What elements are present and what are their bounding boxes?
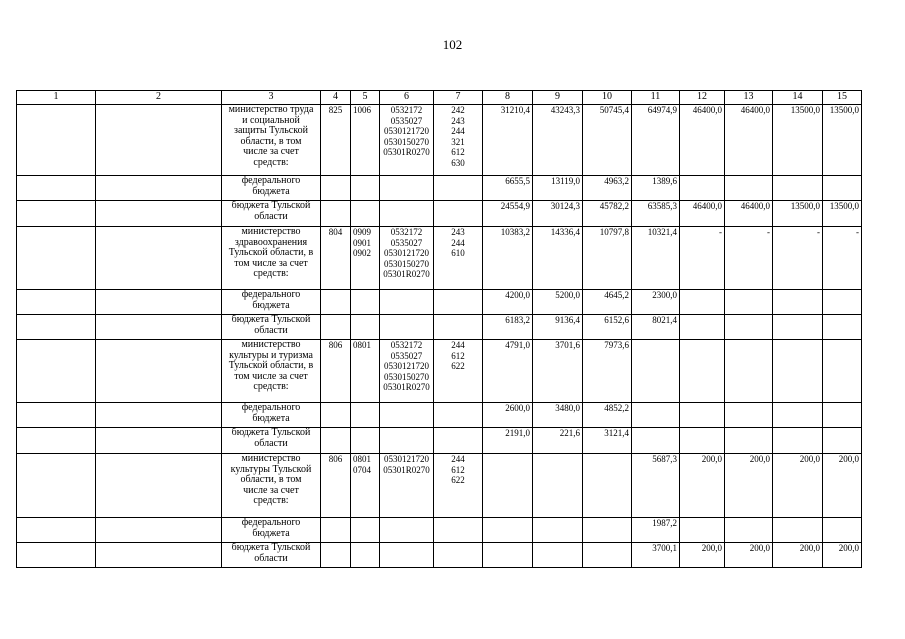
cell-section	[351, 403, 380, 428]
cell-amount-11	[632, 403, 680, 428]
cell-recipient	[222, 543, 321, 568]
cell-line: министерство труда	[228, 104, 314, 115]
cell-amount-13	[725, 518, 773, 543]
header-cell: 2	[96, 91, 222, 105]
cell-line: 0801	[353, 340, 371, 350]
cell-col1	[17, 454, 96, 518]
cell-line: 0530150270	[384, 371, 429, 382]
cell-line: 1006	[353, 105, 371, 115]
cell-line: 0535027	[390, 115, 423, 126]
cell-ministry-code	[321, 290, 351, 315]
header-cell: 3	[222, 91, 321, 105]
cell-section	[351, 290, 380, 315]
cell-target-article	[380, 340, 434, 403]
cell-amount-9: 30124,3	[533, 201, 583, 227]
header-cell: 4	[321, 91, 351, 105]
cell-target-article	[380, 105, 434, 176]
cell-amount-13: 200,0	[725, 543, 773, 568]
cell-line: 0901	[353, 237, 371, 248]
cell-col1	[17, 543, 96, 568]
cell-amount-11	[632, 428, 680, 454]
header-cell: 11	[632, 91, 680, 105]
cell-col1	[17, 201, 96, 227]
cell-recipient	[222, 403, 321, 428]
cell-line: области	[254, 437, 288, 449]
cell-amount-9: 5200,0	[533, 290, 583, 315]
table-row	[17, 105, 862, 176]
cell-line: здравоохранения	[234, 236, 308, 248]
cell-line: том числе за счет	[234, 257, 308, 269]
cell-amount-13: 200,0	[725, 454, 773, 518]
cell-line: 243	[451, 115, 465, 126]
table-row	[17, 201, 862, 227]
cell-amount-8: 31210,4	[483, 105, 533, 176]
cell-section	[351, 315, 380, 340]
cell-col2	[96, 315, 222, 340]
cell-line: федерального	[241, 289, 301, 300]
cell-line: 622	[451, 361, 465, 371]
cell-amount-10: 50745,4	[583, 105, 632, 176]
cell-recipient	[222, 340, 321, 403]
table-row	[17, 227, 862, 290]
cell-amount-9: 3480,0	[533, 403, 583, 428]
cell-section	[351, 201, 380, 227]
cell-expense-type	[434, 518, 483, 543]
cell-amount-8	[483, 518, 533, 543]
cell-amount-11: 10321,4	[632, 227, 680, 290]
cell-amount-12	[680, 428, 725, 454]
cell-amount-15: 200,0	[823, 543, 862, 568]
cell-amount-15	[823, 428, 862, 454]
table-row	[17, 543, 862, 568]
cell-target-article	[380, 290, 434, 315]
cell-amount-15: 200,0	[823, 454, 862, 518]
cell-section	[351, 105, 380, 176]
cell-line: бюджета	[252, 299, 290, 311]
cell-recipient	[222, 315, 321, 340]
cell-amount-12: -	[680, 227, 725, 290]
cell-line: области, в том	[240, 135, 302, 147]
cell-line: области	[254, 552, 288, 564]
cell-amount-8	[483, 454, 533, 518]
cell-expense-type	[434, 454, 483, 518]
cell-recipient	[222, 176, 321, 201]
cell-amount-9: 13119,0	[533, 176, 583, 201]
cell-line: министерство	[241, 339, 301, 350]
cell-recipient	[222, 518, 321, 543]
cell-line: 05301R0270	[383, 464, 430, 475]
cell-recipient	[222, 105, 321, 176]
cell-col1	[17, 340, 96, 403]
cell-amount-13	[725, 290, 773, 315]
cell-line: средств:	[253, 495, 289, 506]
cell-amount-14	[773, 315, 823, 340]
cell-col2	[96, 543, 222, 568]
cell-amount-15	[823, 340, 862, 403]
cell-amount-8: 24554,9	[483, 201, 533, 227]
cell-amount-13	[725, 176, 773, 201]
cell-line: Тульской области, в	[228, 247, 314, 258]
cell-line: бюджета	[252, 185, 290, 197]
cell-amount-12	[680, 340, 725, 403]
table-row	[17, 454, 862, 518]
cell-line: том числе за счет	[234, 370, 308, 382]
cell-target-article	[380, 201, 434, 227]
cell-target-article	[380, 403, 434, 428]
cell-line: 0532172	[390, 105, 423, 115]
cell-amount-10	[583, 543, 632, 568]
cell-section	[351, 518, 380, 543]
cell-recipient	[222, 290, 321, 315]
cell-ministry-code	[321, 201, 351, 227]
cell-amount-14	[773, 428, 823, 454]
cell-section	[351, 454, 380, 518]
cell-amount-10: 4645,2	[583, 290, 632, 315]
header-cell: 12	[680, 91, 725, 105]
cell-amount-15	[823, 176, 862, 201]
cell-line: 05301R0270	[383, 269, 430, 279]
cell-line: 0801	[353, 454, 371, 464]
cell-amount-15: 13500,0	[823, 105, 862, 176]
table-row	[17, 176, 862, 201]
cell-col1	[17, 428, 96, 454]
cell-line: Тульской области, в	[228, 360, 314, 371]
cell-target-article	[380, 315, 434, 340]
cell-expense-type	[434, 201, 483, 227]
cell-amount-12: 200,0	[680, 543, 725, 568]
cell-amount-11: 63585,3	[632, 201, 680, 227]
header-cell: 7	[434, 91, 483, 105]
cell-line: 244	[451, 126, 465, 136]
cell-amount-13: -	[725, 227, 773, 290]
cell-amount-12: 46400,0	[680, 201, 725, 227]
cell-amount-10	[583, 454, 632, 518]
cell-amount-12	[680, 403, 725, 428]
cell-line: средств:	[253, 156, 289, 168]
table-row	[17, 428, 862, 454]
cell-amount-8: 4200,0	[483, 290, 533, 315]
cell-amount-11: 8021,4	[632, 315, 680, 340]
table-row	[17, 518, 862, 543]
cell-ministry-code	[321, 543, 351, 568]
cell-line: числе за счет	[243, 484, 299, 496]
cell-amount-10: 45782,2	[583, 201, 632, 227]
cell-line: бюджета	[252, 412, 290, 424]
page-number: 102	[442, 37, 463, 52]
cell-amount-14: 13500,0	[773, 201, 823, 227]
header-cell: 13	[725, 91, 773, 105]
cell-ministry-code: 806	[321, 340, 351, 403]
cell-amount-15	[823, 518, 862, 543]
cell-amount-15: 13500,0	[823, 201, 862, 227]
header-cell: 6	[380, 91, 434, 105]
cell-amount-14: 200,0	[773, 454, 823, 518]
cell-line: 0530150270	[384, 258, 429, 269]
cell-line: числе за счет	[243, 146, 299, 157]
header-cell: 10	[583, 91, 632, 105]
cell-line: 0535027	[390, 237, 423, 248]
cell-amount-15	[823, 403, 862, 428]
cell-expense-type	[434, 428, 483, 454]
header-cell: 15	[823, 91, 862, 105]
cell-expense-type	[434, 105, 483, 176]
cell-amount-13	[725, 428, 773, 454]
table-row	[17, 403, 862, 428]
cell-line: 05301R0270	[383, 382, 430, 392]
cell-line: федерального	[241, 517, 301, 528]
cell-line: бюджета Тульской	[231, 427, 311, 438]
table-row	[17, 340, 862, 403]
cell-amount-11: 5687,3	[632, 454, 680, 518]
cell-amount-9	[533, 518, 583, 543]
cell-col1	[17, 315, 96, 340]
cell-amount-14	[773, 176, 823, 201]
cell-amount-14	[773, 340, 823, 403]
cell-line: министерство	[241, 226, 301, 237]
cell-line: 0530121720	[384, 454, 429, 464]
cell-amount-10: 4963,2	[583, 176, 632, 201]
cell-target-article	[380, 454, 434, 518]
cell-amount-15	[823, 315, 862, 340]
cell-amount-8: 2600,0	[483, 403, 533, 428]
cell-line: 243	[451, 227, 465, 237]
cell-amount-11: 1389,6	[632, 176, 680, 201]
cell-amount-12: 200,0	[680, 454, 725, 518]
cell-line: 612	[451, 350, 465, 361]
cell-line: 612	[451, 464, 465, 475]
cell-target-article	[380, 518, 434, 543]
header-cell: 9	[533, 91, 583, 105]
cell-line: 0532172	[390, 340, 423, 350]
cell-line: 0902	[353, 248, 371, 258]
cell-expense-type	[434, 403, 483, 428]
cell-ministry-code	[321, 315, 351, 340]
cell-line: 0530121720	[384, 361, 429, 371]
header-cell: 8	[483, 91, 533, 105]
cell-amount-10	[583, 518, 632, 543]
cell-target-article	[380, 543, 434, 568]
cell-line: 244	[451, 454, 465, 464]
cell-col1	[17, 518, 96, 543]
cell-amount-9: 3701,6	[533, 340, 583, 403]
cell-amount-11: 64974,9	[632, 105, 680, 176]
cell-amount-10: 4852,2	[583, 403, 632, 428]
cell-line: 244	[451, 237, 465, 248]
cell-amount-12	[680, 518, 725, 543]
cell-amount-14: -	[773, 227, 823, 290]
cell-amount-14: 200,0	[773, 543, 823, 568]
cell-amount-13: 46400,0	[725, 201, 773, 227]
cell-amount-10: 10797,8	[583, 227, 632, 290]
cell-target-article	[380, 227, 434, 290]
cell-line: средств:	[253, 268, 289, 279]
cell-section	[351, 176, 380, 201]
cell-line: области, в том	[240, 474, 302, 485]
cell-recipient	[222, 201, 321, 227]
cell-amount-8: 2191,0	[483, 428, 533, 454]
table-row	[17, 315, 862, 340]
cell-amount-8: 10383,2	[483, 227, 533, 290]
cell-col2	[96, 201, 222, 227]
cell-amount-13	[725, 403, 773, 428]
cell-ministry-code: 804	[321, 227, 351, 290]
cell-expense-type	[434, 543, 483, 568]
cell-line: бюджета	[252, 527, 290, 539]
cell-line: 321	[451, 136, 465, 147]
cell-amount-12: 46400,0	[680, 105, 725, 176]
cell-recipient	[222, 428, 321, 454]
cell-ministry-code: 825	[321, 105, 351, 176]
cell-amount-10: 7973,6	[583, 340, 632, 403]
cell-section	[351, 227, 380, 290]
cell-amount-9	[533, 543, 583, 568]
cell-amount-8: 6655,5	[483, 176, 533, 201]
cell-line: министерство	[241, 453, 301, 464]
cell-col1	[17, 176, 96, 201]
cell-amount-9: 43243,3	[533, 105, 583, 176]
cell-line: бюджета Тульской	[231, 542, 311, 553]
cell-ministry-code: 806	[321, 454, 351, 518]
cell-col2	[96, 176, 222, 201]
cell-line: культуры Тульской	[230, 463, 312, 475]
cell-line: области	[254, 324, 288, 336]
cell-line: федерального	[241, 175, 301, 186]
cell-line: области	[254, 210, 288, 222]
cell-col2	[96, 105, 222, 176]
cell-expense-type	[434, 176, 483, 201]
cell-amount-10: 3121,4	[583, 428, 632, 454]
cell-expense-type	[434, 340, 483, 403]
cell-recipient	[222, 227, 321, 290]
cell-col2	[96, 518, 222, 543]
cell-line: защиты Тульской	[234, 125, 308, 136]
cell-line: 0530121720	[384, 248, 429, 258]
cell-line: культуры и туризма	[229, 349, 313, 361]
cell-ministry-code	[321, 518, 351, 543]
cell-amount-9	[533, 454, 583, 518]
cell-amount-11: 2300,0	[632, 290, 680, 315]
cell-line: 0532172	[390, 227, 423, 237]
cell-line: 0530121720	[384, 126, 429, 136]
cell-line: 0530150270	[384, 136, 429, 147]
cell-amount-8: 4791,0	[483, 340, 533, 403]
cell-line: бюджета Тульской	[231, 200, 311, 211]
cell-amount-12	[680, 176, 725, 201]
cell-recipient	[222, 454, 321, 518]
cell-amount-10: 6152,6	[583, 315, 632, 340]
cell-ministry-code	[321, 428, 351, 454]
cell-col1	[17, 290, 96, 315]
cell-amount-13: 46400,0	[725, 105, 773, 176]
cell-line: 612	[451, 147, 465, 157]
cell-col2	[96, 403, 222, 428]
cell-amount-11: 3700,1	[632, 543, 680, 568]
cell-amount-12	[680, 315, 725, 340]
cell-line: 0909	[353, 227, 371, 237]
cell-amount-8: 6183,2	[483, 315, 533, 340]
cell-expense-type	[434, 315, 483, 340]
cell-col1	[17, 403, 96, 428]
cell-ministry-code	[321, 403, 351, 428]
cell-line: 630	[451, 157, 465, 168]
cell-col1	[17, 105, 96, 176]
cell-col2	[96, 340, 222, 403]
cell-amount-13	[725, 315, 773, 340]
cell-col2	[96, 454, 222, 518]
cell-section	[351, 543, 380, 568]
cell-line: федерального	[241, 402, 301, 413]
header-cell: 5	[351, 91, 380, 105]
cell-col2	[96, 227, 222, 290]
cell-col2	[96, 428, 222, 454]
cell-line: 242	[451, 105, 465, 115]
cell-line: 610	[451, 248, 465, 258]
cell-amount-11: 1987,2	[632, 518, 680, 543]
cell-col2	[96, 290, 222, 315]
cell-line: бюджета Тульской	[231, 314, 311, 325]
cell-amount-15	[823, 290, 862, 315]
cell-line: 0704	[353, 464, 371, 475]
cell-amount-9: 14336,4	[533, 227, 583, 290]
cell-amount-14	[773, 518, 823, 543]
cell-amount-8	[483, 543, 533, 568]
cell-section	[351, 428, 380, 454]
cell-amount-9: 9136,4	[533, 315, 583, 340]
cell-col1	[17, 227, 96, 290]
cell-amount-11	[632, 340, 680, 403]
header-cell: 1	[17, 91, 96, 105]
header-cell: 14	[773, 91, 823, 105]
cell-line: 05301R0270	[383, 147, 430, 157]
header-row	[17, 91, 862, 105]
table-row	[17, 290, 862, 315]
budget-table	[16, 90, 862, 568]
cell-amount-14	[773, 290, 823, 315]
cell-amount-14	[773, 403, 823, 428]
cell-expense-type	[434, 227, 483, 290]
cell-section	[351, 340, 380, 403]
cell-amount-14: 13500,0	[773, 105, 823, 176]
cell-ministry-code	[321, 176, 351, 201]
cell-expense-type	[434, 290, 483, 315]
cell-target-article	[380, 176, 434, 201]
cell-amount-15: -	[823, 227, 862, 290]
cell-line: 244	[451, 340, 465, 350]
cell-amount-13	[725, 340, 773, 403]
cell-line: 0535027	[390, 350, 423, 361]
cell-amount-9: 221,6	[533, 428, 583, 454]
cell-line: средств:	[253, 381, 289, 392]
cell-amount-12	[680, 290, 725, 315]
cell-line: 622	[451, 475, 465, 485]
cell-line: и социальной	[242, 114, 300, 126]
cell-target-article	[380, 428, 434, 454]
